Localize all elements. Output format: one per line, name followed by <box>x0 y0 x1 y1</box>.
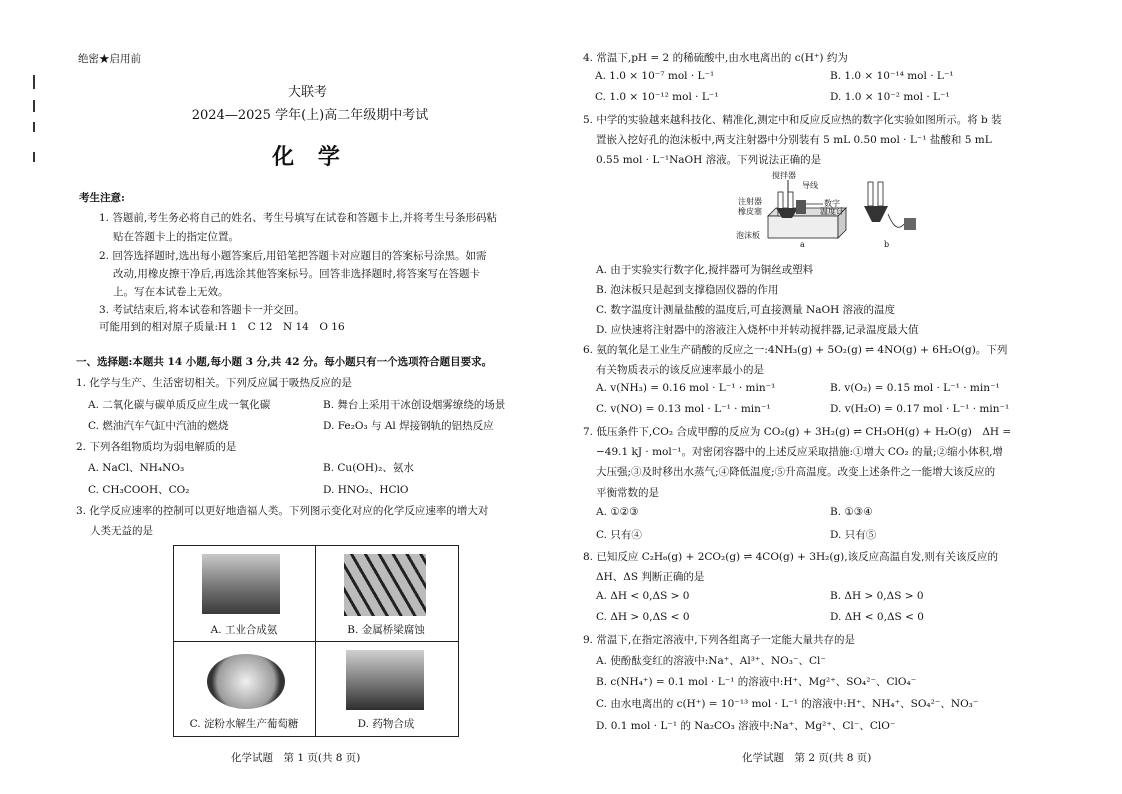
q7-stem-cont: 平衡常数的是 <box>596 487 659 499</box>
q3-option-a: A. 工业合成氨 <box>210 624 278 636</box>
q9-option-c: C. 由水电离出的 c(H⁺) = 10⁻¹³ mol · L⁻¹ 的溶液中:H⁺、NH₄⁺、SO₄²⁻、NO₃⁻ <box>596 698 979 710</box>
label-foam: 泡沫板 <box>736 231 760 240</box>
q4-option-c: C. 1.0 × 10⁻¹² mol · L⁻¹ <box>595 91 719 103</box>
q3-option-b: B. 金属桥梁腐蚀 <box>347 624 425 636</box>
q3-option-c: C. 淀粉水解生产葡萄糖 <box>189 718 299 730</box>
label-digital: 数字 <box>824 199 840 208</box>
q7-option-d: D. 只有⑤ <box>830 529 877 541</box>
q8-option-d: D. ΔH < 0,ΔS < 0 <box>830 611 924 623</box>
q5-stem: 5. 中学的实验越来越科技化、精准化,测定中和反应反应热的数字化实验如图所示。将 b 装 <box>583 114 1002 126</box>
q6-option-d: D. v(H₂O) = 0.17 mol · L⁻¹ · min⁻¹ <box>830 403 1010 415</box>
q2-option-d: D. HNO₂、HClO <box>323 484 409 496</box>
q2-option-b: B. Cu(OH)₂、氨水 <box>323 462 414 474</box>
q5-option-c: C. 数字温度计测量盐酸的温度后,可直接测量 NaOH 溶液的温度 <box>596 304 896 316</box>
factory-photo <box>202 554 280 614</box>
q1-option-c: C. 燃油汽车气缸中汽油的燃烧 <box>88 420 229 432</box>
q2-stem: 2. 下列各组物质均为弱电解质的是 <box>76 441 237 453</box>
q1-option-a: A. 二氧化碳与碳单质反应生成一氧化碳 <box>88 399 271 411</box>
q6-stem-cont: 有关物质表示的该反应速率最小的是 <box>596 364 764 376</box>
q5-option-d: D. 应快速将注射器中的溶液注入烧杯中并转动搅拌器,记录温度最大值 <box>596 324 919 336</box>
q9-option-d: D. 0.1 mol · L⁻¹ 的 Na₂CO₃ 溶液中:Na⁺、Mg²⁺、Cl⁻、ClO⁻ <box>596 720 896 732</box>
q3-image-grid <box>173 545 459 737</box>
calorimetry-apparatus-diagram <box>728 171 948 252</box>
section-heading: 一、选择题:本题共 14 小题,每小题 3 分,共 42 分。每小题只有一个选项符合题目要求。 <box>76 356 493 368</box>
q3-stem: 3. 化学反应速率的控制可以更好地造福人类。下列图示变化对应的化学反应速率的增大对 <box>76 505 489 517</box>
q1-stem: 1. 化学与生产、生活密切相关。下列反应属于吸热反应的是 <box>76 377 352 389</box>
q7-stem-cont: −49.1 kJ · mol⁻¹。对密闭容器中的上述反应采取措施:①增大 CO₂ 的量;②缩小体积,增 <box>596 446 1003 458</box>
starch-dish-photo <box>207 654 285 709</box>
q4-option-d: D. 1.0 × 10⁻² mol · L⁻¹ <box>830 91 950 103</box>
q6-option-c: C. v(NO) = 0.13 mol · L⁻¹ · min⁻¹ <box>596 403 771 415</box>
q2-option-c: C. CH₃COOH、CO₂ <box>88 484 190 496</box>
page-footer: 化学试题 第 2 页(共 8 页) <box>742 752 872 764</box>
exam-title: 2024—2025 学年(上)高二年级期中考试 <box>191 108 429 123</box>
q4-option-a: A. 1.0 × 10⁻⁷ mol · L⁻¹ <box>595 70 715 82</box>
q1-option-b: B. 舞台上采用干冰创设烟雾缭绕的场景 <box>323 399 506 411</box>
label-thermometer: 温度计 <box>820 207 844 216</box>
q8-stem: 8. 已知反应 C₂H₆(g) + 2CO₂(g) ⇌ 4CO(g) + 3H₂(g),该反应高温自发,则有关该反应的 <box>583 551 998 563</box>
label-syringe: 注射器 <box>738 197 762 206</box>
notice-line: 贴在答题卡上的指定位置。 <box>113 231 239 243</box>
q5-option-b: B. 泡沫板只是起到支撑稳固仪器的作用 <box>596 284 779 296</box>
q5-option-a: A. 由于实验实行数字化,搅拌器可为铜丝或塑料 <box>596 264 814 276</box>
pharma-plant-photo <box>346 650 424 710</box>
notice-line: 3. 考试结束后,将本试卷和答题卡一并交回。 <box>99 304 305 316</box>
notice-line: 改动,用橡皮擦干净后,再选涂其他答案标号。回答非选择题时,将答案写在答题卡 <box>113 268 481 280</box>
exam-name: 大联考 <box>287 85 327 100</box>
q6-option-a: A. v(NH₃) = 0.16 mol · L⁻¹ · min⁻¹ <box>596 382 776 394</box>
label-stirrer: 搅拌器 <box>772 171 796 180</box>
q3-option-d: D. 药物合成 <box>357 718 415 730</box>
q7-option-b: B. ①③④ <box>830 506 873 518</box>
q1-option-d: D. Fe₂O₃ 与 Al 焊接钢轨的铝热反应 <box>323 420 494 432</box>
secret-label: 绝密★启用前 <box>78 53 141 65</box>
q8-option-b: B. ΔH > 0,ΔS > 0 <box>830 590 924 602</box>
q7-stem: 7. 低压条件下,CO₂ 合成甲醇的反应为 CO₂(g) + 3H₂(g) ⇌ CH₃OH(g) + H₂O(g) ΔH = <box>583 426 1012 438</box>
binding-mark <box>33 75 35 89</box>
notice-line: 1. 答题前,考生务必将自己的姓名、考生号填写在试卷和答题卡上,并将考生号条形码粘 <box>99 212 498 224</box>
subject-title: 化 学 <box>272 144 348 170</box>
q9-option-a: A. 使酚酞变红的溶液中:Na⁺、Al³⁺、NO₃⁻、Cl⁻ <box>596 655 826 667</box>
q8-option-a: A. ΔH < 0,ΔS > 0 <box>596 590 690 602</box>
label-wire: 导线 <box>802 181 818 190</box>
page-footer: 化学试题 第 1 页(共 8 页) <box>231 752 361 764</box>
q7-option-c: C. 只有④ <box>596 529 642 541</box>
label-rubber: 橡皮塞 <box>738 207 762 216</box>
q2-option-a: A. NaCl、NH₄NO₃ <box>88 462 185 474</box>
notice-line: 2. 回答选择题时,选出每小题答案后,用铅笔把答题卡对应题目的答案标号涂黑。如需 <box>99 250 487 262</box>
label-a: a <box>800 240 805 249</box>
label-b: b <box>884 240 890 249</box>
notice-title: 考生注意: <box>79 192 125 204</box>
q4-option-b: B. 1.0 × 10⁻¹⁴ mol · L⁻¹ <box>830 70 954 82</box>
q5-stem-cont: 置嵌入挖好孔的泡沫板中,两支注射器中分别装有 5 mL 0.50 mol · L⁻¹ 盐酸和 5 mL <box>596 134 992 146</box>
notice-line: 可能用到的相对原子质量:H 1 C 12 N 14 O 16 <box>99 321 345 333</box>
q7-stem-cont: 大压强;③及时移出水蒸气;④降低温度;⑤升高温度。改变上述条件之一能增大该反应的 <box>596 466 996 478</box>
bridge-photo <box>344 554 426 616</box>
binding-mark <box>33 100 35 112</box>
q3-stem-cont: 人类无益的是 <box>90 525 153 537</box>
binding-mark <box>33 152 35 162</box>
q4-stem: 4. 常温下,pH = 2 的稀硫酸中,由水电离出的 c(H⁺) 约为 <box>583 52 848 64</box>
q8-option-c: C. ΔH > 0,ΔS < 0 <box>596 611 690 623</box>
q7-option-a: A. ①②③ <box>596 506 639 518</box>
q6-stem: 6. 氨的氧化是工业生产硝酸的反应之一:4NH₃(g) + 5O₂(g) ⇌ 4NO(g) + 6H₂O(g)。下列 <box>583 344 1008 356</box>
q6-option-b: B. v(O₂) = 0.15 mol · L⁻¹ · min⁻¹ <box>830 382 1000 394</box>
q5-stem-cont: 0.55 mol · L⁻¹NaOH 溶液。下列说法正确的是 <box>596 154 822 166</box>
binding-mark <box>33 122 35 132</box>
q9-stem: 9. 常温下,在指定溶液中,下列各组离子一定能大量共存的是 <box>583 634 856 646</box>
q9-option-b: B. c(NH₄⁺) = 0.1 mol · L⁻¹ 的溶液中:H⁺、Mg²⁺、SO₄²⁻、ClO₄⁻ <box>596 676 917 688</box>
q8-stem-cont: ΔH、ΔS 判断正确的是 <box>596 571 705 583</box>
notice-line: 上。写在本试卷上无效。 <box>113 286 229 298</box>
